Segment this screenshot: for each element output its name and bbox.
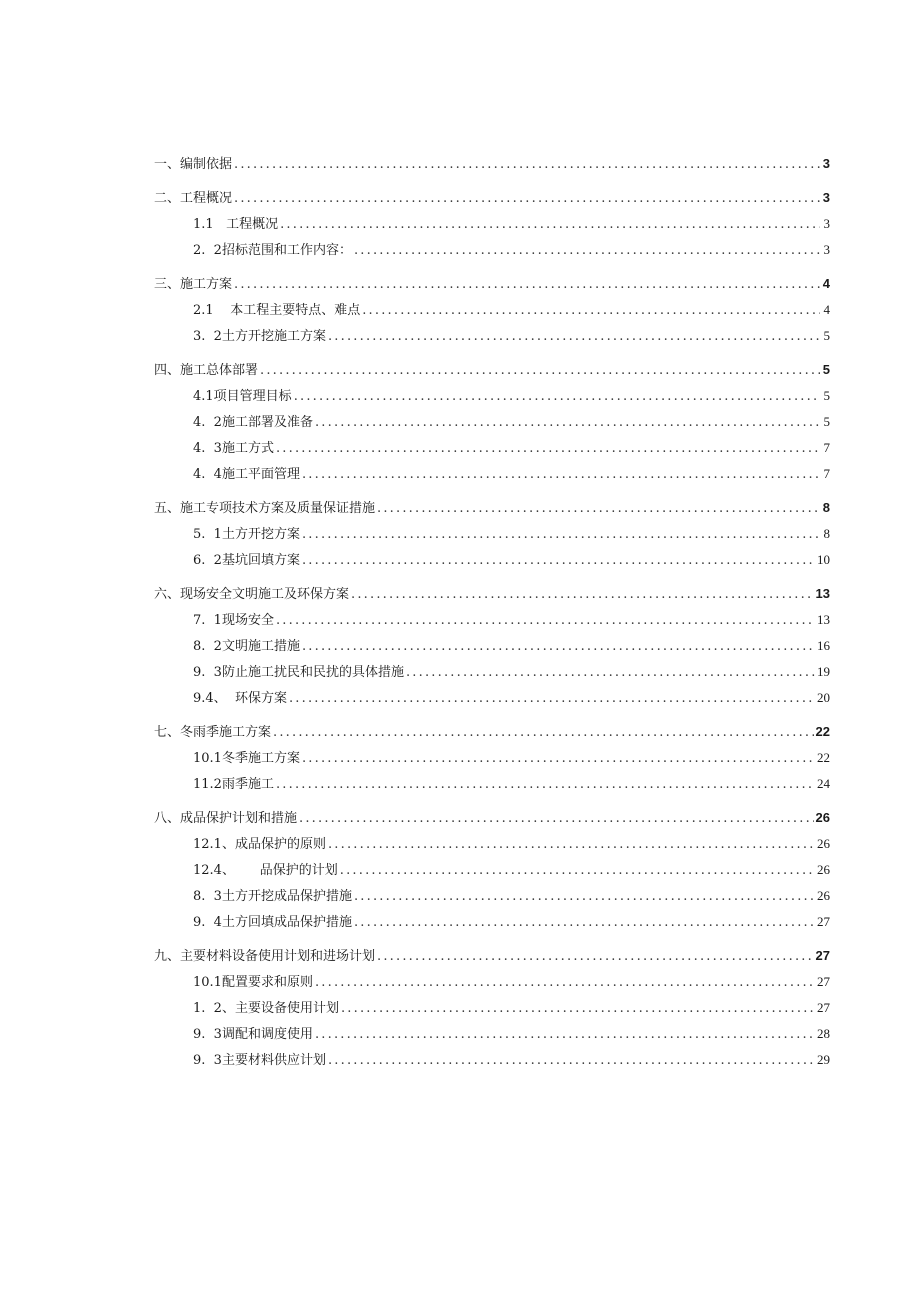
toc-subentry[interactable] <box>154 414 830 440</box>
toc-entry-page: 26 <box>817 888 830 903</box>
toc-entry-label: 4. 3施工方式 <box>193 441 274 456</box>
toc-subentry[interactable] <box>154 216 830 242</box>
toc-dot-leader <box>302 751 815 767</box>
toc-entry-label: 一、编制依据 <box>154 157 233 172</box>
toc-dot-leader <box>377 501 820 517</box>
toc-entry[interactable] <box>154 276 830 302</box>
toc-entry[interactable] <box>154 190 830 216</box>
toc-entry-label: 10.1配置要求和原则 <box>193 975 313 990</box>
toc-entry-label: 4.1项目管理目标 <box>193 389 292 404</box>
toc-entry-label: 3. 2土方开挖施工方案 <box>193 329 326 344</box>
toc-entry-page: 5 <box>823 414 830 429</box>
toc-entry[interactable] <box>154 724 830 750</box>
toc-entry-label: 8. 3土方开挖成品保护措施 <box>193 889 352 904</box>
toc-dot-leader <box>302 467 820 483</box>
toc-entry-page: 13 <box>815 586 830 601</box>
toc-entry-page: 27 <box>817 914 830 929</box>
toc-entry-page: 5 <box>822 362 830 377</box>
toc-dot-leader <box>315 1027 815 1043</box>
toc-entry-label: 6. 2基坑回填方案 <box>193 553 300 568</box>
toc-dot-leader <box>299 811 814 827</box>
toc-dot-leader <box>260 363 820 379</box>
toc-entry-label: 二、工程概况 <box>154 191 233 206</box>
toc-subentry[interactable] <box>154 974 830 1000</box>
toc-entry-page: 13 <box>817 612 830 627</box>
toc-subentry[interactable] <box>154 664 830 690</box>
toc-dot-leader <box>302 553 815 569</box>
toc-entry-page: 28 <box>817 1026 830 1041</box>
toc-entry-label: 三、施工方案 <box>154 277 233 292</box>
toc-subentry[interactable] <box>154 836 830 862</box>
toc-dot-leader <box>273 725 814 741</box>
toc-subentry[interactable] <box>154 328 830 354</box>
toc-entry-page: 16 <box>817 638 830 653</box>
toc-entry-page: 3 <box>823 242 830 257</box>
toc-entry-label: 9. 3主要材料供应计划 <box>193 1053 326 1068</box>
toc-dot-leader <box>328 329 820 345</box>
toc-entry-page: 3 <box>823 216 830 231</box>
toc-entry-page: 26 <box>815 810 830 825</box>
toc-entry-page: 8 <box>822 500 830 515</box>
toc-dot-leader <box>302 639 815 655</box>
toc-subentry[interactable] <box>154 776 830 802</box>
toc-entry-label: 9.4、 环保方案 <box>193 691 287 706</box>
table-of-contents <box>154 156 830 1078</box>
toc-subentry[interactable] <box>154 914 830 940</box>
toc-subentry[interactable] <box>154 526 830 552</box>
toc-entry-label: 9. 3防止施工扰民和民扰的具体措施 <box>193 665 404 680</box>
toc-entry-label: 1.1 工程概况 <box>193 217 279 232</box>
toc-entry-page: 19 <box>817 664 830 679</box>
toc-entry-label: 九、主要材料设备使用计划和进场计划 <box>154 949 376 964</box>
toc-entry-label: 4. 2施工部署及准备 <box>193 415 313 430</box>
toc-entry-page: 27 <box>817 974 830 989</box>
toc-entry-page: 4 <box>823 302 830 317</box>
toc-entry-label: 5. 1土方开挖方案 <box>193 527 300 542</box>
toc-entry-page: 8 <box>823 526 830 541</box>
toc-dot-leader <box>315 415 820 431</box>
toc-dot-leader <box>289 691 815 707</box>
toc-subentry[interactable] <box>154 552 830 578</box>
toc-entry[interactable] <box>154 362 830 388</box>
toc-dot-leader <box>294 389 820 405</box>
toc-entry-page: 4 <box>822 276 830 291</box>
toc-entry-page: 29 <box>817 1052 830 1067</box>
toc-dot-leader <box>341 1001 815 1017</box>
toc-entry-page: 26 <box>817 836 830 851</box>
toc-entry-label: 8. 2文明施工措施 <box>193 639 300 654</box>
toc-dot-leader <box>328 837 815 853</box>
toc-dot-leader <box>234 277 820 293</box>
toc-dot-leader <box>276 613 815 629</box>
toc-dot-leader <box>377 949 814 965</box>
toc-dot-leader <box>302 527 820 543</box>
toc-dot-leader <box>362 303 820 319</box>
toc-entry-page: 24 <box>817 776 830 791</box>
toc-entry-page: 22 <box>815 724 830 739</box>
toc-subentry[interactable] <box>154 1000 830 1026</box>
toc-subentry[interactable] <box>154 750 830 776</box>
toc-entry-label: 五、施工专项技术方案及质量保证措施 <box>154 501 376 516</box>
toc-entry-page: 3 <box>822 190 830 205</box>
toc-entry-page: 27 <box>817 1000 830 1015</box>
toc-dot-leader <box>328 1053 815 1069</box>
toc-dot-leader <box>406 665 815 681</box>
toc-entry-page: 10 <box>817 552 830 567</box>
toc-subentry[interactable] <box>154 388 830 414</box>
toc-subentry[interactable] <box>154 888 830 914</box>
toc-subentry[interactable] <box>154 466 830 492</box>
toc-entry[interactable] <box>154 810 830 836</box>
toc-entry-page: 22 <box>817 750 830 765</box>
toc-entry-page: 7 <box>823 440 830 455</box>
toc-subentry[interactable] <box>154 302 830 328</box>
toc-entry[interactable] <box>154 500 830 526</box>
toc-entry-page: 5 <box>823 328 830 343</box>
toc-dot-leader <box>354 915 815 931</box>
toc-entry-label: 七、冬雨季施工方案 <box>154 725 272 740</box>
toc-entry-page: 27 <box>815 948 830 963</box>
toc-entry-label: 4. 4施工平面管理 <box>193 467 300 482</box>
toc-subentry[interactable] <box>154 1026 830 1052</box>
toc-entry-label: 12.4、 品保护的计划 <box>193 863 338 878</box>
toc-dot-leader <box>354 243 820 259</box>
toc-dot-leader <box>315 975 815 991</box>
toc-dot-leader <box>340 863 815 879</box>
toc-entry[interactable] <box>154 156 830 182</box>
toc-dot-leader <box>280 217 820 233</box>
toc-entry-label: 八、成品保护计划和措施 <box>154 811 298 826</box>
toc-subentry[interactable] <box>154 862 830 888</box>
toc-entry-label: 1. 2、主要设备使用计划 <box>193 1001 339 1016</box>
toc-subentry[interactable] <box>154 242 830 268</box>
toc-entry-label: 11.2雨季施工 <box>193 777 274 792</box>
toc-entry-label: 12.1、成品保护的原则 <box>193 837 326 852</box>
toc-entry-page: 3 <box>822 156 830 171</box>
toc-entry-label: 7. 1现场安全 <box>193 613 274 628</box>
toc-subentry[interactable] <box>154 638 830 664</box>
toc-dot-leader <box>276 777 815 793</box>
toc-subentry[interactable] <box>154 690 830 716</box>
toc-dot-leader <box>276 441 820 457</box>
toc-entry-label: 10.1冬季施工方案 <box>193 751 300 766</box>
toc-entry-label: 六、现场安全文明施工及环保方案 <box>154 587 350 602</box>
toc-entry[interactable] <box>154 948 830 974</box>
toc-dot-leader <box>234 191 820 207</box>
toc-dot-leader <box>234 157 820 173</box>
toc-dot-leader <box>354 889 815 905</box>
toc-entry-page: 20 <box>817 690 830 705</box>
toc-entry-page: 5 <box>823 388 830 403</box>
toc-entry-label: 四、施工总体部署 <box>154 363 259 378</box>
toc-entry-page: 7 <box>823 466 830 481</box>
toc-entry[interactable] <box>154 586 830 612</box>
toc-entry-label: 9. 3调配和调度使用 <box>193 1027 313 1042</box>
toc-entry-label: 2. 2招标范围和工作内容： <box>193 243 352 258</box>
toc-subentry[interactable] <box>154 612 830 638</box>
toc-subentry[interactable] <box>154 1052 830 1078</box>
toc-entry-page: 26 <box>817 862 830 877</box>
toc-entry-label: 9. 4土方回填成品保护措施 <box>193 915 352 930</box>
toc-subentry[interactable] <box>154 440 830 466</box>
toc-dot-leader <box>351 587 814 603</box>
toc-entry-label: 2.1 本工程主要特点、难点 <box>193 303 361 318</box>
